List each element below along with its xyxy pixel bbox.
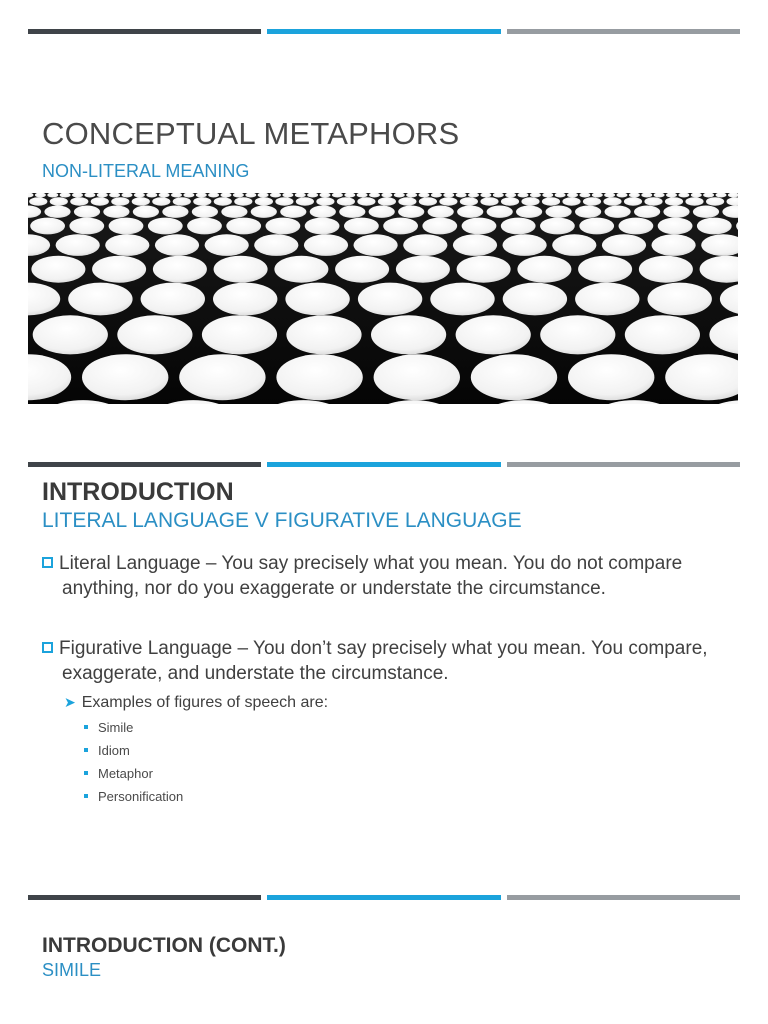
section-subtitle: LITERAL LANGUAGE V FIGURATIVE LANGUAGE (42, 509, 522, 532)
disc (374, 354, 460, 400)
disc (74, 206, 100, 218)
white-discs-photo (28, 193, 738, 404)
slide-title: CONCEPTUAL METAPHORS (42, 116, 460, 151)
disc (575, 206, 601, 218)
disc (578, 256, 632, 283)
disc (316, 197, 334, 205)
disc (503, 234, 547, 256)
disc (274, 256, 328, 283)
disc (33, 315, 108, 354)
disc (111, 197, 129, 205)
divider-segment-dark (28, 895, 261, 900)
disc (56, 234, 100, 256)
square-bullet-icon (84, 748, 88, 752)
disc (378, 197, 396, 205)
disc (91, 197, 109, 205)
disc (501, 197, 519, 205)
disc (152, 197, 170, 205)
disc (439, 197, 457, 205)
disc (44, 206, 70, 218)
disc (82, 354, 168, 400)
disc (30, 218, 65, 235)
disc (428, 206, 454, 218)
disc (462, 218, 497, 235)
disc (132, 197, 150, 205)
disc (105, 234, 149, 256)
divider-segment-dark (28, 462, 261, 467)
list-item (84, 743, 130, 758)
arrow-bullet-icon: ➤ (64, 694, 76, 710)
disc (383, 218, 418, 235)
disc (103, 206, 129, 218)
disc (133, 206, 159, 218)
disc (706, 197, 724, 205)
disc (634, 206, 660, 218)
disc (625, 315, 700, 354)
disc (280, 206, 306, 218)
disc (503, 283, 567, 316)
disc (579, 218, 614, 235)
bullet-text: Literal Language – You say precisely what you mean. You do not compare anything, nor do you exaggerate or understate the circumstance. (59, 553, 683, 599)
disc (658, 218, 693, 235)
list-item (84, 766, 153, 781)
disc (540, 315, 615, 354)
disc (619, 218, 654, 235)
bullet-text: Figurative Language – You don’t say precisely what you mean. You compare, exaggerate, and understate the circumstance. (59, 638, 708, 684)
divider-segment-blue (267, 462, 500, 467)
disc (226, 218, 261, 235)
disc (69, 218, 104, 235)
disc (179, 354, 265, 400)
slide-divider-middle (28, 462, 740, 467)
disc (602, 234, 646, 256)
disc (310, 206, 336, 218)
disc (109, 218, 144, 235)
disc (516, 206, 542, 218)
disc (141, 283, 205, 316)
disc (117, 315, 192, 354)
disc (29, 197, 47, 205)
disc (430, 283, 494, 316)
divider-segment-grey (507, 895, 740, 900)
disc (214, 197, 232, 205)
disc (255, 197, 273, 205)
bullet-figurative-language (42, 636, 722, 686)
disc (624, 197, 642, 205)
disc (648, 283, 712, 316)
slide-divider-top (28, 29, 740, 34)
disc (457, 256, 511, 283)
disc (305, 218, 340, 235)
square-bullet-icon (84, 794, 88, 798)
disc (562, 197, 580, 205)
disc (471, 354, 557, 400)
disc (192, 206, 218, 218)
disc (234, 197, 252, 205)
disc (583, 197, 601, 205)
disc (153, 256, 207, 283)
square-bullet-icon (84, 725, 88, 729)
divider-segment-blue (267, 895, 500, 900)
section-title: INTRODUCTION (42, 478, 234, 506)
disc (358, 283, 422, 316)
disc (92, 256, 146, 283)
disc (487, 206, 513, 218)
disc (369, 206, 395, 218)
disc (339, 206, 365, 218)
disc (685, 197, 703, 205)
disc (652, 234, 696, 256)
disc (398, 197, 416, 205)
disc (202, 315, 277, 354)
disc (605, 206, 631, 218)
disc (357, 197, 375, 205)
disc (148, 218, 183, 235)
disc (663, 206, 689, 218)
disc (422, 218, 457, 235)
bullet-literal-language (42, 551, 722, 601)
disc (693, 206, 719, 218)
disc (480, 197, 498, 205)
disc (70, 197, 88, 205)
disc (221, 206, 247, 218)
disc (285, 283, 349, 316)
checkbox-bullet-icon (42, 642, 53, 653)
disc (193, 197, 211, 205)
disc (344, 218, 379, 235)
disc (173, 197, 191, 205)
list-item (84, 789, 183, 804)
list-item-text: Simile (98, 720, 134, 735)
disc (68, 283, 132, 316)
disc (575, 283, 639, 316)
disc (552, 234, 596, 256)
disc (501, 218, 536, 235)
disc (568, 354, 654, 400)
disc (254, 234, 298, 256)
slide-divider-bottom (28, 895, 740, 900)
disc (276, 354, 362, 400)
disc (214, 256, 268, 283)
divider-segment-blue (267, 29, 500, 34)
list-item-text: Metaphor (98, 766, 153, 781)
disc (517, 256, 571, 283)
disc (371, 315, 446, 354)
disc (275, 197, 293, 205)
disc (50, 197, 68, 205)
disc (419, 197, 437, 205)
disc (460, 197, 478, 205)
disc (456, 315, 531, 354)
slide-subtitle: NON-LITERAL MEANING (42, 161, 250, 181)
disc (286, 315, 361, 354)
disc (546, 206, 572, 218)
list-item-text: Personification (98, 789, 184, 804)
list-item-text: Idiom (98, 743, 130, 758)
disc (266, 218, 301, 235)
disc (453, 234, 497, 256)
divider-segment-grey (507, 462, 740, 467)
disc (521, 197, 539, 205)
disc (697, 218, 732, 235)
disc (251, 206, 277, 218)
disc (354, 234, 398, 256)
disc (187, 218, 222, 235)
disc (205, 234, 249, 256)
disc (335, 256, 389, 283)
disc (665, 197, 683, 205)
checkbox-bullet-icon (42, 557, 53, 568)
section-title: INTRODUCTION (CONT.) (42, 934, 286, 957)
section-subtitle: SIMILE (42, 960, 102, 980)
disc (542, 197, 560, 205)
disc (162, 206, 188, 218)
disc (644, 197, 662, 205)
disc (540, 218, 575, 235)
square-bullet-icon (84, 771, 88, 775)
disc (337, 197, 355, 205)
disc (304, 234, 348, 256)
disc (296, 197, 314, 205)
sub-bullet-examples (64, 694, 328, 712)
divider-segment-dark (28, 29, 261, 34)
divider-segment-grey (507, 29, 740, 34)
disc (396, 256, 450, 283)
disc (398, 206, 424, 218)
disc (31, 256, 85, 283)
sub-bullet-text: Examples of figures of speech are: (81, 694, 329, 711)
disc (403, 234, 447, 256)
list-item (84, 720, 133, 735)
disc (213, 283, 277, 316)
disc (155, 234, 199, 256)
disc (603, 197, 621, 205)
disc (639, 256, 693, 283)
disc (457, 206, 483, 218)
